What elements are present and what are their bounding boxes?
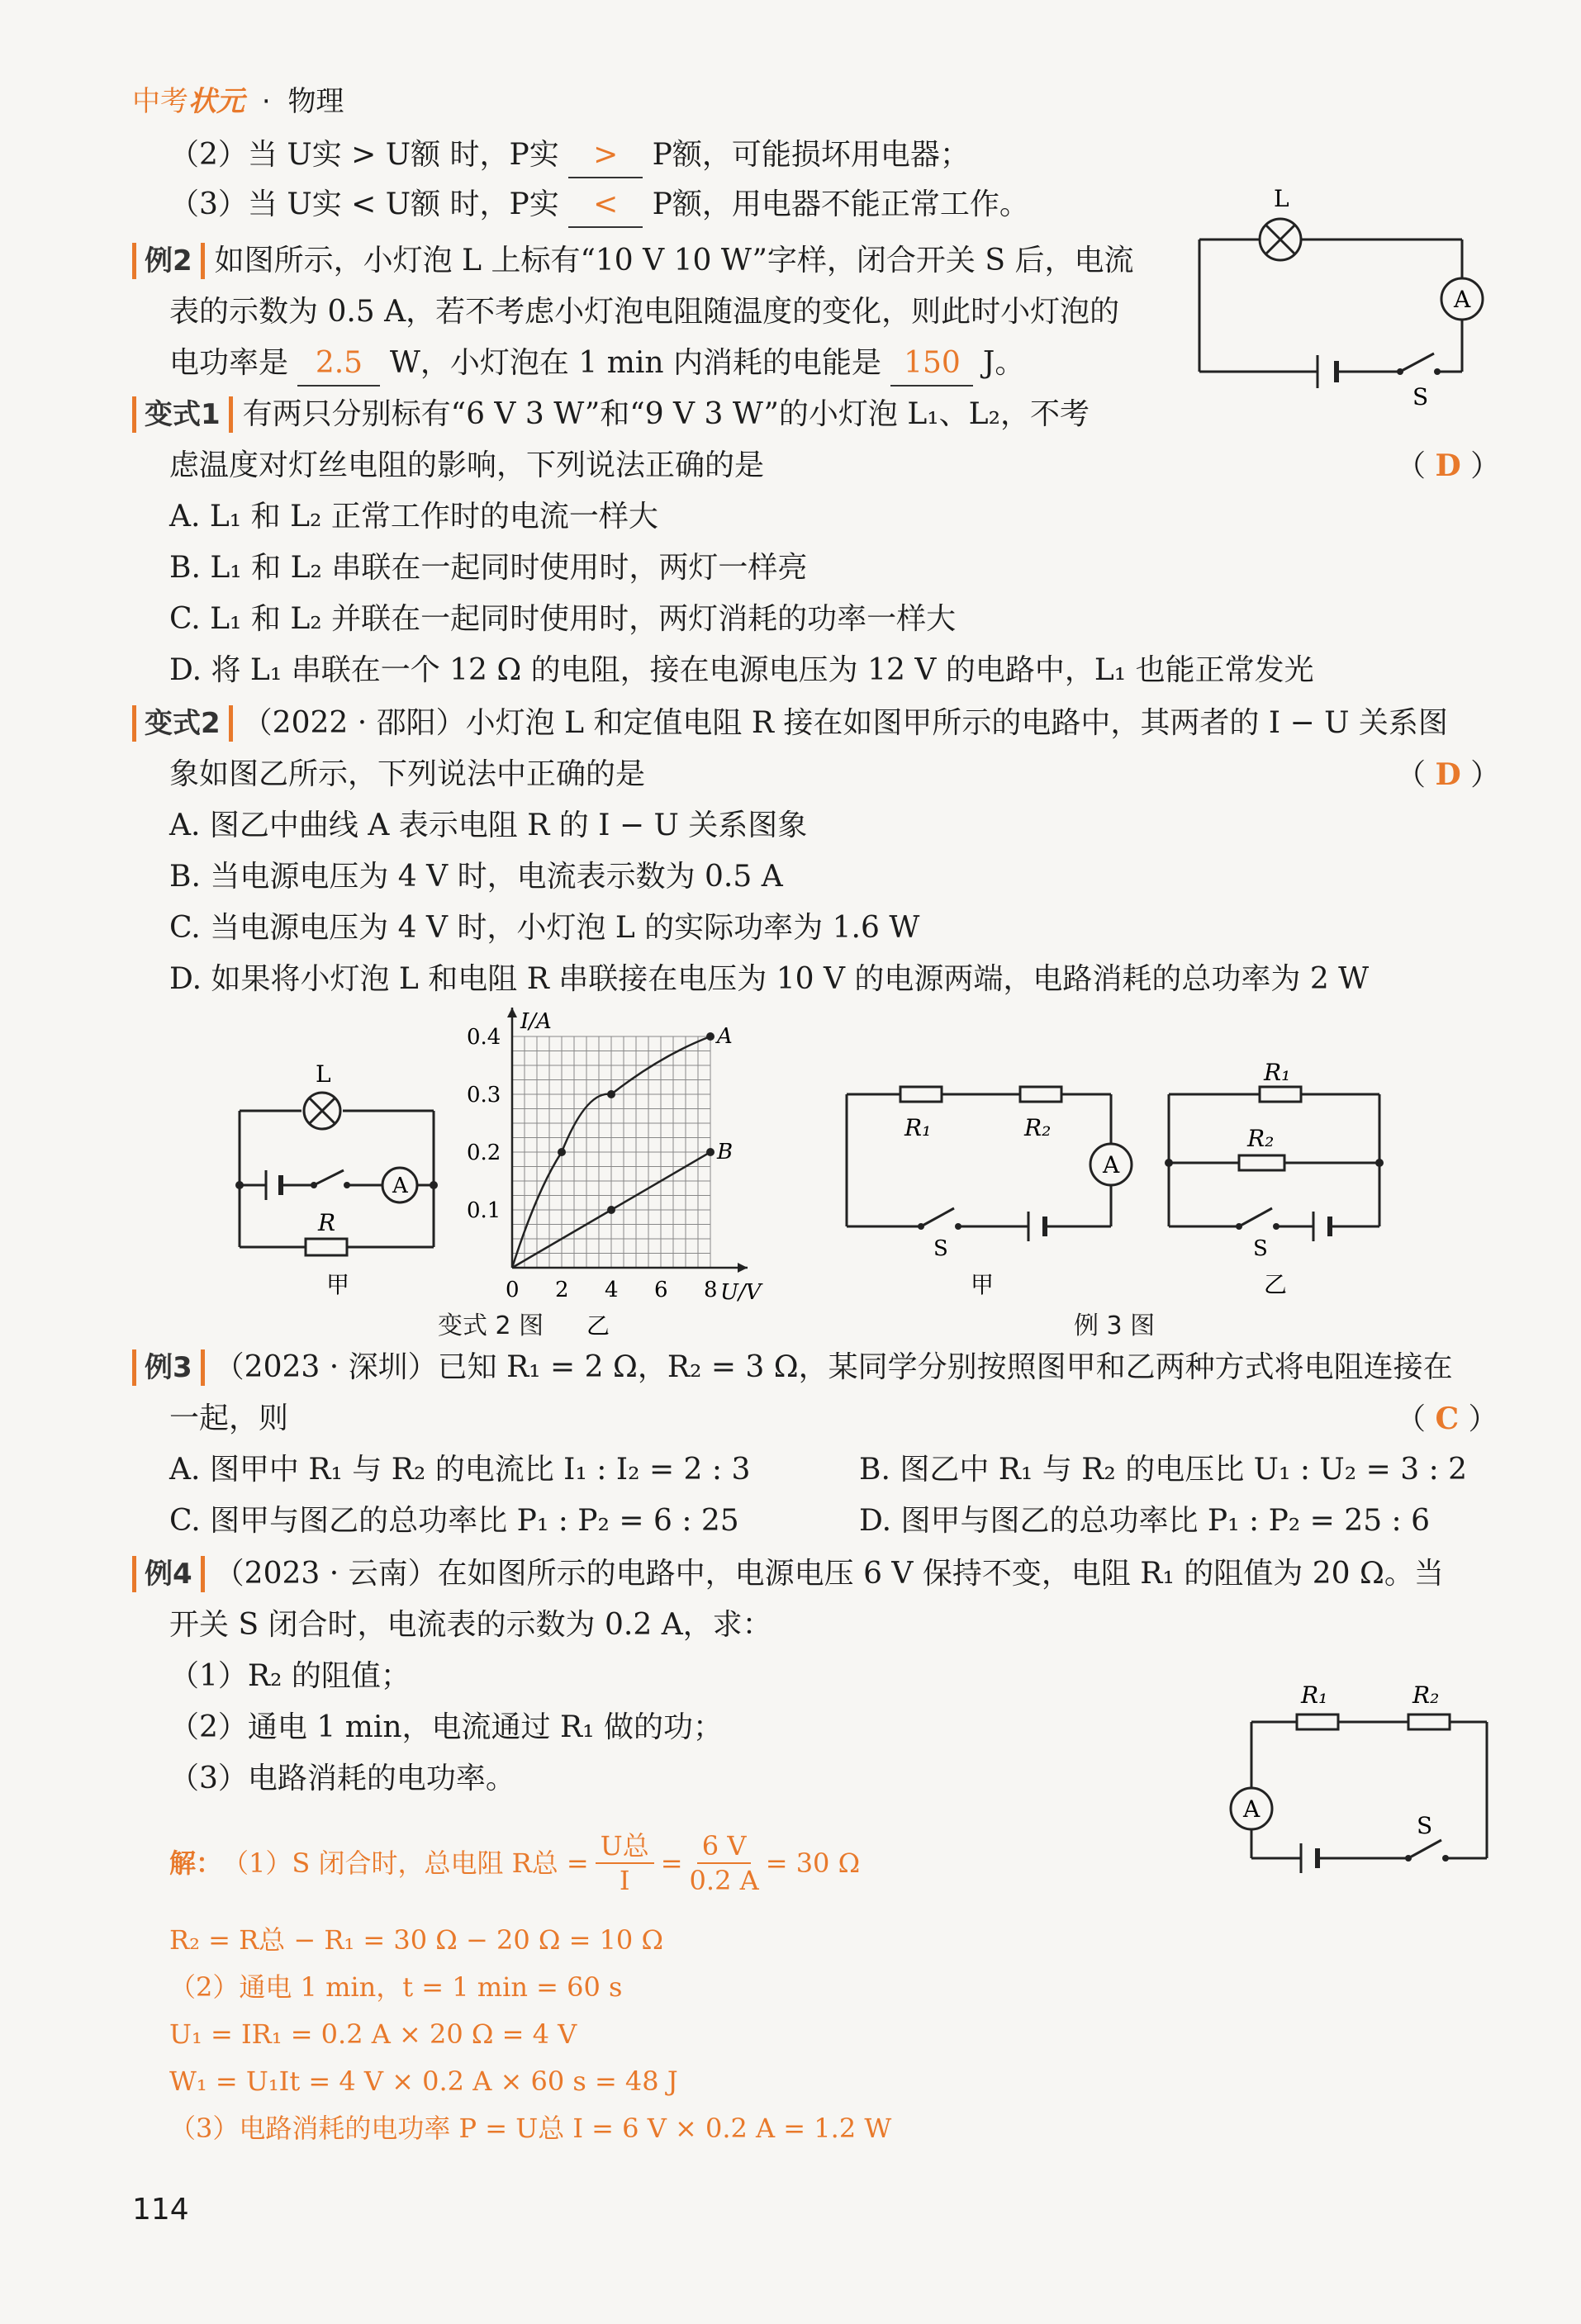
ex3-jia-r2-icon (1020, 1087, 1061, 1102)
chart-series-a-label: A (717, 1024, 733, 1049)
ex4-switch-label: S (1417, 1812, 1433, 1839)
ex4-question-3: （3）电路消耗的电功率。 (169, 1762, 515, 1795)
intro-item-3: （3）当 U实 < U额 时，P实 < P额，用电器不能正常工作。 (169, 183, 1029, 228)
ex3-yi-r2-label: R₂ (1247, 1125, 1275, 1152)
var2-lamp-label: L (316, 1060, 331, 1088)
var1-option-b: B. L₁ 和 L₂ 串联在一起同时使用时，两灯一样亮 (169, 551, 808, 585)
ex2-answer-2: 150 (890, 342, 973, 387)
ex3-jia-r1-label: R₁ (904, 1114, 932, 1141)
var2-figure-caption: 变式 2 图 (438, 1311, 544, 1340)
var2-switch-icon (311, 1170, 350, 1188)
var1-tag: 变式1 (132, 396, 233, 433)
ex3-option-b: B. 图乙中 R₁ 与 R₂ 的电压比 U₁ : U₂ = 3 : 2 (859, 1453, 1468, 1487)
ex4-line-1: 例4 （2023 · 云南）在如图所示的电路中，电源电压 6 V 保持不变，电阻 R₁ 的阻值为 20 Ω。当 (132, 1553, 1444, 1596)
ex4-switch-icon (1405, 1840, 1449, 1862)
brand-a: 中考 (132, 85, 188, 118)
ex4-circuit-figure (1223, 1656, 1503, 1887)
chart-x-tick-label: 0 (506, 1278, 520, 1302)
ex2-answer-1: 2.5 (297, 342, 380, 387)
ex3-yi-switch-label: S (1253, 1236, 1268, 1261)
ex4-r1-icon (1297, 1715, 1338, 1729)
var2-option-a: A. 图乙中曲线 A 表示电阻 R 的 I − U 关系图象 (169, 809, 808, 842)
header-dot: · (261, 85, 271, 118)
intro-item-2-answer: > (568, 134, 643, 178)
var1-option-d: D. 将 L₁ 串联在一个 12 Ω 的电阻，接在电源电压为 12 V 的电路中，L₁ 也能正常发光 (169, 653, 1314, 687)
ex2-lamp-label: L (1274, 185, 1289, 212)
ex4-r2-icon (1408, 1715, 1450, 1729)
ex3-yi-battery-icon (1313, 1212, 1330, 1241)
var2-lamp-icon (304, 1093, 340, 1129)
ex3-fig-jia: 甲 (971, 1271, 995, 1298)
var2-resistor-icon (306, 1239, 347, 1255)
ex3-jia-switch-icon (918, 1208, 961, 1230)
ex4-question-1: （1）R₂ 的阻值； (169, 1659, 411, 1693)
var2-option-c: C. 当电源电压为 4 V 时，小灯泡 L 的实际功率为 1.6 W (169, 911, 920, 945)
var1-option-a: A. L₁ 和 L₂ 正常工作时的电流一样大 (169, 500, 658, 534)
var2-line-2: 象如图乙所示，下列说法中正确的是 (169, 757, 646, 791)
ex2-switch-label: S (1412, 383, 1429, 410)
chart-y-arrow (507, 1008, 517, 1017)
chart-data-point (706, 1148, 715, 1156)
ex2-battery-icon (1318, 355, 1336, 388)
ex4-question-2: （2）通电 1 min，电流通过 R₁ 做的功； (169, 1710, 723, 1744)
svg-text:A: A (1243, 1795, 1261, 1823)
ex4-tag: 例4 (132, 1556, 205, 1592)
ex3-yi-switch-icon (1236, 1208, 1280, 1230)
var1-answer-paren: （ D ） (1396, 448, 1501, 483)
ex3-tag: 例3 (132, 1349, 205, 1386)
ex4-battery-icon (1301, 1843, 1318, 1873)
chart-data-point (607, 1206, 615, 1214)
ex3-fig-yi: 乙 (1264, 1271, 1288, 1298)
var2-battery-icon (266, 1170, 281, 1200)
page-number: 114 (132, 2193, 189, 2227)
ex2-line-2: 表的示数为 0.5 A，若不考虑小灯泡电阻随温度的变化，则此时小灯泡的 (169, 295, 1120, 329)
var1-option-c: C. L₁ 和 L₂ 并联在一起同时使用时，两灯消耗的功率一样大 (169, 602, 957, 636)
ex3-jia-r2-label: R₂ (1024, 1114, 1052, 1141)
solution-step-1: 解： （1）S 闭合时，总电阻 R总 = U总 I = $\frac{6 V}{0.2 A}$ = 30 Ω (169, 1830, 861, 1896)
var2-answer: D (1435, 757, 1461, 792)
header-subject: 物理 (287, 85, 344, 118)
var2-resistor-label: R (318, 1209, 336, 1236)
var2-option-d: D. 如果将小灯泡 L 和电阻 R 串联接在电压为 10 V 的电源两端，电路消耗的总功率为 2 W (169, 962, 1370, 996)
ex4-ammeter-icon (1231, 1788, 1272, 1829)
chart-data-point (607, 1090, 615, 1098)
chart-x-tick-label: 2 (555, 1278, 569, 1302)
ex2-circuit-figure (1189, 186, 1503, 409)
page-header (132, 78, 344, 119)
ex2-switch-icon (1397, 353, 1441, 375)
ex2-lamp-icon (1260, 219, 1301, 260)
chart-data-point (558, 1148, 566, 1156)
chart-y-tick-label: 0.1 (467, 1198, 501, 1223)
ex2-line-3: 电功率是 2.5 W，小灯泡在 1 min 内消耗的电能是 150 J。 (169, 342, 1024, 387)
ex3-circuit-yi-figure (1161, 1057, 1400, 1297)
ex3-jia-ammeter-icon (1090, 1144, 1132, 1185)
solution-step-6: （3）电路消耗的电功率 P = U总 I = 6 V × 0.2 A = 1.2 W (169, 2113, 892, 2144)
solution-step-4: U₁ = IR₁ = 0.2 A × 20 Ω = 4 V (169, 2018, 577, 2050)
var2-fig-jia: 甲 (326, 1271, 350, 1298)
solution-step-2: R₂ = R总 − R₁ = 30 Ω − 20 Ω = 10 Ω (169, 1924, 663, 1956)
chart-x-tick-label: 6 (654, 1278, 668, 1302)
solution-step-5: W₁ = U₁It = 4 V × 0.2 A × 60 s = 48 J (169, 2066, 678, 2097)
ex4-r2-label: R₂ (1412, 1681, 1440, 1709)
var2-answer-paren: （ D ） (1396, 757, 1501, 792)
ex3-yi-r2-icon (1239, 1155, 1284, 1170)
chart-x-tick-label: 4 (605, 1278, 619, 1302)
ex3-option-a: A. 图甲中 R₁ 与 R₂ 的电流比 I₁ : I₂ = 2 : 3 (169, 1453, 751, 1487)
svg-text:A: A (392, 1174, 408, 1198)
ex3-line-1: 例3 （2023 · 深圳）已知 R₁ = 2 Ω，R₂ = 3 Ω，某同学分别按照图甲和乙两种方式将电阻连接在 (132, 1346, 1453, 1389)
chart-x-axis-label: U/V (720, 1280, 762, 1305)
svg-text:A: A (1454, 286, 1471, 313)
ex2-ammeter-icon (1441, 278, 1483, 320)
solution-step-3: （2）通电 1 min，t = 1 min = 60 s (169, 1971, 623, 2003)
chart-data-point (706, 1032, 715, 1041)
chart-y-axis-label: I/A (520, 1009, 552, 1034)
var1-line-2: 虑温度对灯丝电阻的影响，下列说法正确的是 (169, 448, 765, 482)
ex3-jia-r1-icon (900, 1087, 942, 1102)
intro-item-2: （2）当 U实 > U额 时，P实 > P额，可能损坏用电器； (169, 134, 970, 178)
ex3-yi-r1-icon (1260, 1087, 1301, 1102)
ex3-figure-caption: 例 3 图 (1074, 1311, 1156, 1340)
ex3-jia-switch-label: S (933, 1236, 948, 1261)
ex3-option-c: C. 图甲与图乙的总功率比 P₁ : P₂ = 6 : 25 (169, 1504, 739, 1538)
chart-x-tick-label: 8 (704, 1278, 718, 1302)
ex3-jia-battery-icon (1028, 1212, 1045, 1241)
intro-item-3-answer: < (568, 183, 643, 228)
var2-circuit-figure (223, 1053, 454, 1301)
var2-ammeter-icon (382, 1168, 417, 1202)
solution-fraction-2: $\frac{6 V}{0.2 A}$ (689, 1830, 759, 1896)
brand-b: 状元 (188, 85, 245, 118)
var2-tag: 变式2 (132, 705, 233, 742)
ex4-line-2: 开关 S 闭合时，电流表的示数为 0.2 A，求： (169, 1608, 772, 1642)
var1-answer: D (1435, 448, 1461, 483)
var2-option-b: B. 当电源电压为 4 V 时，电流表示数为 0.5 A (169, 860, 783, 894)
var2-line-1: 变式2 （2022 · 邵阳）小灯泡 L 和定值电阻 R 接在如图甲所示的电路中，其两者的 I − U 关系图 (132, 702, 1448, 745)
chart-y-tick-label: 0.4 (467, 1025, 501, 1050)
ex3-yi-r1-label: R₁ (1264, 1059, 1291, 1086)
ex3-option-d: D. 图甲与图乙的总功率比 P₁ : P₂ = 25 : 6 (859, 1504, 1431, 1538)
ex2-tag: 例2 (132, 243, 205, 279)
chart-x-arrow (738, 1263, 748, 1273)
ex4-r1-label: R₁ (1301, 1681, 1328, 1709)
chart-y-tick-label: 0.2 (467, 1141, 501, 1165)
chart-y-tick-label: 0.3 (467, 1083, 501, 1107)
ex3-answer: C (1435, 1402, 1460, 1436)
ex3-answer-paren: （ C ） (1396, 1402, 1498, 1436)
solution-fraction-1: U总 I (596, 1829, 654, 1897)
ex3-circuit-jia-figure (838, 1057, 1128, 1297)
svg-text:A: A (1103, 1151, 1120, 1179)
ex3-line-2: 一起，则 (169, 1402, 289, 1435)
chart-fig-yi-label: 乙 (586, 1312, 610, 1340)
solution-label: 解： (169, 1847, 223, 1879)
var1-line-1: 变式1 有两只分别标有“6 V 3 W”和“9 V 3 W”的小灯泡 L₁、L₂，不考 (132, 393, 1090, 436)
ex2-line-1: 例2 如图所示，小灯泡 L 上标有“10 V 10 W”字样，闭合开关 S 后，电流 (132, 240, 1133, 282)
chart-series-b-label: B (717, 1140, 734, 1164)
